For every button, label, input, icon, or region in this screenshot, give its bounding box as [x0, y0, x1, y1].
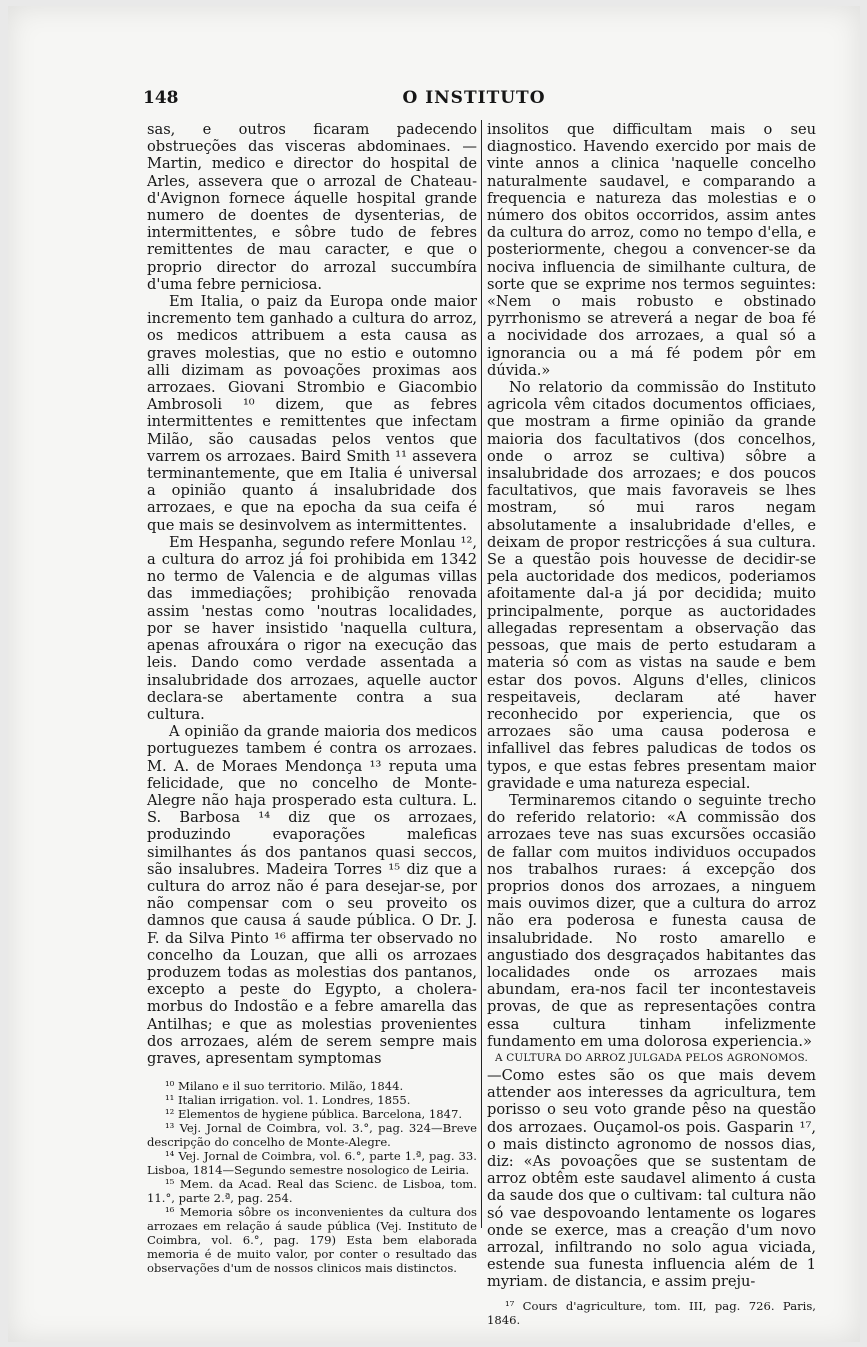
paragraph: No relatorio da commissão do Instituto agricola vêm citados documentos officiaes, que mostram a firme opinião da grande maioria dos facultativos (dos concelhos, onde o arroz se cultiva) sôbre a insalubridade dos arrozaes; e dos poucos facultativos, que mais favoraveis se lhes mostram, só mui raros negam absolutamente a insalubridade d'elles, e deixam de propor restricções á sua cultura. Se a questão pois houvesse de decidir-se pela auctoridade dos medicos, poderiamos afoitamente dal-a já por decidida; muito principalmente, porque as auctoridades allegadas representam a observação das pessoas, que mais de perto estudaram a materia só com as vistas na saude e bem estar dos povos. Alguns d'elles, clinicos respeitaveis, declaram até haver reconhecido por experiencia, que os arrozaes são uma causa poderosa e infallivel das febres paludicas de todos os typos, e que estas febres presentam maior gravidade e uma natureza especial.: [487, 379, 816, 792]
book-page: [8, 6, 860, 1342]
footnote: ¹¹ Italian irrigation. vol. 1. Londres, 1855.: [165, 1093, 411, 1108]
page-header: [8, 88, 860, 112]
footnote: ¹² Elementos de hygiene pública. Barcelona, 1847.: [165, 1107, 463, 1122]
footnote: ¹⁶ Memoria sôbre os inconvenientes da cultura dos arrozaes em relação á saude pública (Vej. Instituto de Coimbra, vol. 6.°, pag. 179) Esta bem elaborada memoria é de muito valor, por conter o resultado das observações d'um de nossos clinicos mais distinctos.: [147, 1205, 477, 1276]
footnote: ¹⁰ Milano e il suo territorio. Milão, 1844.: [165, 1079, 404, 1094]
paragraph: sas, e outros ficaram padecendo obstrueções das visceras abdominaes. — Martin, medico e director do hospital de Arles, assevera que o arrozal de Chateau-d'Avignon fornece áquelle hospital grande numero de doentes de dysenterias, de intermittentes, e sôbre tudo de febres remittentes de mau caracter, e que o proprio director do arrozal succumbíra d'uma febre perniciosa.: [147, 121, 477, 293]
running-title: O INSTITUTO: [402, 88, 546, 108]
section-heading: A CULTURA DO ARROZ JULGADA PELOS AGRONOMOS.: [495, 1051, 808, 1064]
page-number: 148: [143, 88, 179, 108]
paragraph: Em Italia, o paiz da Europa onde maior incremento tem ganhado a cultura do arroz, os medicos attribuem a esta causa as graves molestias, que no estio e outomno alli dizimam as povoações proximas aos arrozaes. Giovani Strombio e Giacombio Ambrosoli ¹⁰ dizem, que as febres intermittentes e remittentes que infectam Milão, são causadas pelos ventos que varrem os arrozaes. Baird Smith ¹¹ assevera terminantemente, que em Italia é universal a opinião quanto á insalubridade dos arrozaes, e que na epocha da sua ceifa é que mais se desinvolvem as intermittentes.: [147, 293, 477, 534]
right-column: [487, 121, 816, 1327]
footnotes: [487, 1299, 816, 1327]
paragraph: —Como estes são os que mais devem attender aos interesses da agricultura, tem porisso o seu voto grande pêso na questão dos arrozaes. Ouçamol-os pois. Gasparin ¹⁷, o mais distincto agronomo de nossos dias, diz: «As povoações que se sustentam de arroz obtêm este saudavel alimento á custa da saude dos que o cultivam: tal cultura não só vae despovoando lentamente os logares onde se exerce, mas a creação d'um novo arrozal, infiltrando no solo agua viciada, estende sua funesta influencia além de 1 myriam. de distancia, e assim preju-: [487, 1066, 816, 1291]
paragraph: A opinião da grande maioria dos medicos portuguezes tambem é contra os arrozaes. M. A. de Moraes Mendonça ¹³ reputa uma felicidade, que no concelho de Monte-Alegre não haja prosperado esta cultura. L. S. Barbosa ¹⁴ diz que os arrozaes, produzindo evaporações maleficas similhantes ás dos pantanos quasi seccos, são insalubres. Madeira Torres ¹⁵ diz que a cultura do arroz não é para desejar-se, por não compensar com o seu proveito os damnos que causa á saude pública. O Dr. J. F. da Silva Pinto ¹⁶ affirma ter observado no concelho da Louzan, que alli os arrozaes produzem todas as molestias dos pantanos, excepto a peste do Egypto, a cholera-morbus do Indostão e a febre amarella das Antilhas; e que as molestias provenientes dos arrozaes, além de serem sempre mais graves, apresentam symptomas: [147, 723, 477, 1067]
footnote: ¹⁴ Vej. Jornal de Coimbra, vol. 6.°, parte 1.ª, pag. 33. Lisboa, 1814—Segundo semestre nosologico de Leiria.: [147, 1149, 477, 1178]
footnotes: [147, 1079, 477, 1275]
footnote: ¹⁷ Cours d'agriculture, tom. III, pag. 726. Paris, 1846.: [487, 1298, 816, 1327]
footnote: ¹³ Vej. Jornal de Coimbra, vol. 3.°, pag. 324—Breve descripção do concelho de Monte-Alegre.: [147, 1121, 477, 1150]
column-rule: [481, 120, 482, 1228]
paragraph: insolitos que difficultam mais o seu diagnostico. Havendo exercido por mais de vinte annos a clinica 'naquelle concelho naturalmente saudavel, e comparando a frequencia e natureza das molestias e o número dos obitos occorridos, assim antes da cultura do arroz, como no tempo d'ella, e posteriormente, chegou a convencer-se da nociva influencia de similhante cultura, de sorte que se exprime nos termos seguintes: «Nem o mais robusto e obstinado pyrrhonismo se atreverá a negar de boa fé a nocividade dos arrozaes, a qual só a ignorancia ou a má fé podem pôr em dúvida.»: [487, 121, 816, 379]
paragraph: Terminaremos citando o seguinte trecho do referido relatorio: «A commissão dos arrozaes teve nas suas excursões occasião de fallar com muitos individuos occupados nos trabalhos ruraes: á excepção dos proprios donos dos arrozaes, a ninguem mais ouvimos dizer, que a cultura do arroz não era poderosa e funesta causa de insalubridade. No rosto amarello e angustiado dos desgraçados habitantes das localidades onde os arrozaes mais abundam, era-nos facil ter incontestaveis provas, de que as representações contra essa cultura tinham infelizmente fundamento em uma dolorosa experiencia.»: [487, 791, 816, 1050]
left-column: [147, 121, 477, 1275]
paragraph: Em Hespanha, segundo refere Monlau ¹², a cultura do arroz já foi prohibida em 1342 no termo de Valencia e de algumas villas das immediações; prohibição renovada assim 'nestas como 'noutras localidades, por se haver insistido 'naquella cultura, apenas afrouxára o rigor na execução das leis. Dando como verdade assentada a insalubridade dos arrozaes, aquelle auctor declara-se abertamente contra a sua cultura.: [147, 533, 477, 723]
footnote: ¹⁵ Mem. da Acad. Real das Scienc. de Lisboa, tom. 11.°, parte 2.ª, pag. 254.: [147, 1177, 477, 1206]
